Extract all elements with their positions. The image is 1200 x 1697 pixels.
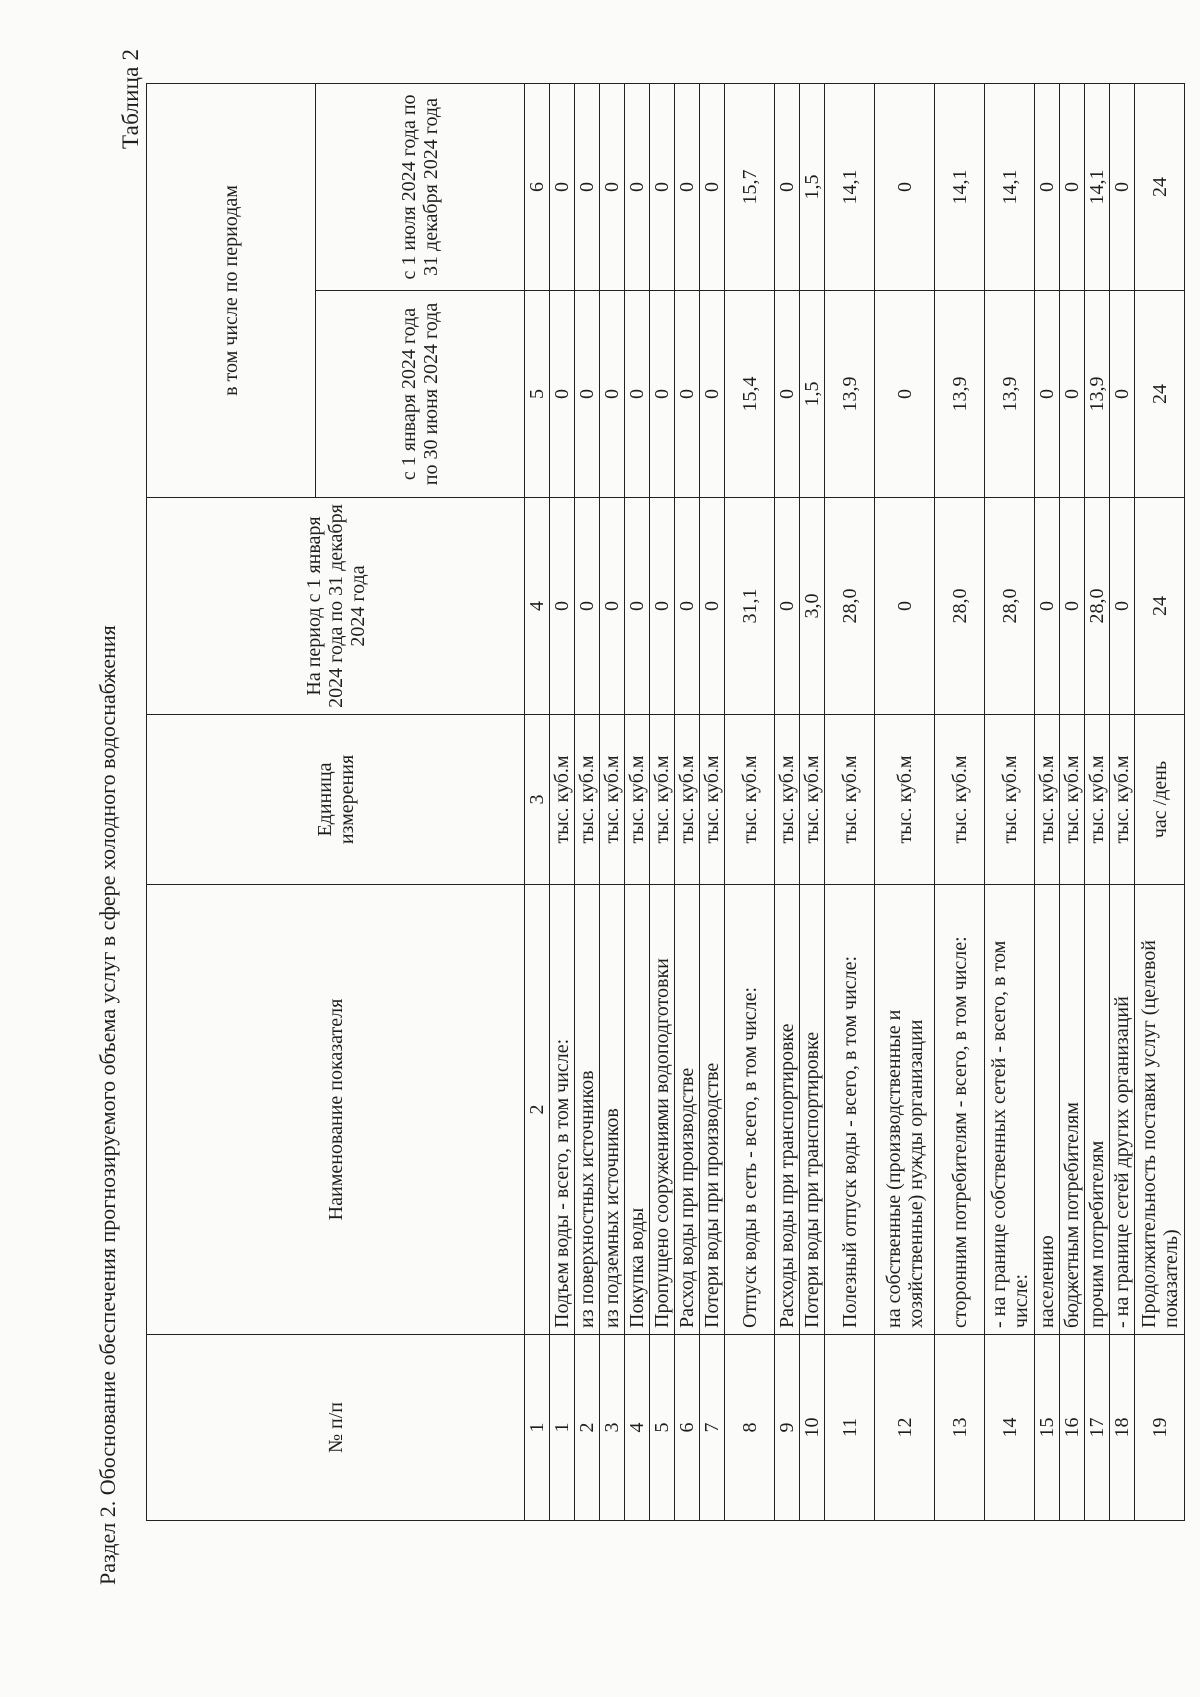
header-name: Наименование показателя: [147, 885, 525, 1335]
row-value-period-1: 0: [875, 291, 935, 498]
row-value-period-2: 14,1: [935, 84, 985, 291]
row-indicator-name: Расходы воды при транспортировке: [775, 885, 800, 1335]
column-number: 2: [525, 885, 550, 1335]
row-value-total: 0: [1035, 498, 1060, 715]
row-value-total: 28,0: [985, 498, 1035, 715]
row-value-period-1: 0: [575, 291, 600, 498]
table-row: [775, 84, 800, 1521]
header-periods-group: в том числе по периодам: [147, 84, 316, 498]
row-unit: тыс. куб.м: [675, 715, 700, 885]
row-indicator-name: сторонним потребителям - всего, в том числе:: [935, 885, 985, 1335]
row-indicator-name: из подземных источников: [600, 885, 625, 1335]
row-indicator-name: из поверхностных источников: [575, 885, 600, 1335]
table-row: [1135, 84, 1185, 1521]
table-row: [650, 84, 675, 1521]
column-number: 1: [525, 1335, 550, 1521]
row-indicator-name: населению: [1035, 885, 1060, 1335]
row-indicator-name: Подъем воды - всего, в том числе:: [550, 885, 575, 1335]
table-row: [935, 84, 985, 1521]
row-value-total: 0: [1110, 498, 1135, 715]
row-value-period-2: 14,1: [825, 84, 875, 291]
row-unit: тыс. куб.м: [550, 715, 575, 885]
row-indicator-name: - на границе собственных сетей - всего, в том числе:: [985, 885, 1035, 1335]
row-value-total: 31,1: [725, 498, 775, 715]
row-value-period-2: 14,1: [985, 84, 1035, 291]
column-number: 3: [525, 715, 550, 885]
column-number: 5: [525, 291, 550, 498]
row-number: 12: [875, 1335, 935, 1521]
row-value-period-1: 1,5: [800, 291, 825, 498]
row-value-period-2: 0: [775, 84, 800, 291]
row-value-total: 0: [600, 498, 625, 715]
row-indicator-name: Потери воды при транспортировке: [800, 885, 825, 1335]
table-row: [725, 84, 775, 1521]
table-row: [700, 84, 725, 1521]
row-value-period-2: 0: [875, 84, 935, 291]
row-unit: тыс. куб.м: [825, 715, 875, 885]
table-caption: Таблица 2: [118, 48, 143, 149]
row-value-period-1: 13,9: [985, 291, 1035, 498]
row-value-period-1: 13,9: [935, 291, 985, 498]
row-value-total: 0: [625, 498, 650, 715]
row-value-total: 24: [1135, 498, 1185, 715]
row-value-period-2: 0: [600, 84, 625, 291]
row-value-period-1: 0: [775, 291, 800, 498]
row-value-period-2: 0: [550, 84, 575, 291]
row-number: 3: [600, 1335, 625, 1521]
row-value-total: 0: [575, 498, 600, 715]
row-value-period-2: 0: [1110, 84, 1135, 291]
row-indicator-name: прочим потребителям: [1085, 885, 1110, 1335]
row-value-period-1: 0: [625, 291, 650, 498]
row-indicator-name: Пропущено сооружениями водоподготовки: [650, 885, 675, 1335]
row-value-period-2: 24: [1135, 84, 1185, 291]
row-value-total: 0: [675, 498, 700, 715]
row-indicator-name: Полезный отпуск воды - всего, в том числе:: [825, 885, 875, 1335]
row-indicator-name: - на границе сетей других организаций: [1110, 885, 1135, 1335]
row-value-period-2: 0: [1035, 84, 1060, 291]
row-number: 6: [675, 1335, 700, 1521]
row-number: 5: [650, 1335, 675, 1521]
row-number: 1: [550, 1335, 575, 1521]
row-unit: тыс. куб.м: [1060, 715, 1085, 885]
row-unit: тыс. куб.м: [700, 715, 725, 885]
row-value-period-2: 0: [650, 84, 675, 291]
row-value-period-1: 0: [1110, 291, 1135, 498]
table-row: [875, 84, 935, 1521]
header-row: [147, 84, 316, 1521]
table-row: [1085, 84, 1110, 1521]
row-value-period-2: 15,7: [725, 84, 775, 291]
row-value-period-1: 0: [650, 291, 675, 498]
row-value-period-2: 0: [575, 84, 600, 291]
header-unit: Единица измерения: [147, 715, 525, 885]
row-indicator-name: Покупка воды: [625, 885, 650, 1335]
row-number: 19: [1135, 1335, 1185, 1521]
row-value-period-1: 0: [1060, 291, 1085, 498]
row-value-period-2: 1,5: [800, 84, 825, 291]
table-row: [1110, 84, 1135, 1521]
row-value-period-2: 0: [700, 84, 725, 291]
row-value-period-1: 13,9: [825, 291, 875, 498]
row-indicator-name: Потери воды при производстве: [700, 885, 725, 1335]
row-value-total: 3,0: [800, 498, 825, 715]
row-value-total: 0: [650, 498, 675, 715]
row-unit: тыс. куб.м: [575, 715, 600, 885]
row-value-period-2: 0: [1060, 84, 1085, 291]
row-value-period-1: 0: [700, 291, 725, 498]
column-number: 6: [525, 84, 550, 291]
column-number-row: [525, 84, 550, 1521]
row-number: 2: [575, 1335, 600, 1521]
row-value-period-2: 14,1: [1085, 84, 1110, 291]
row-unit: тыс. куб.м: [1110, 715, 1135, 885]
table-row: [600, 84, 625, 1521]
table-row: [985, 84, 1035, 1521]
row-unit: тыс. куб.м: [775, 715, 800, 885]
row-value-period-1: 15,4: [725, 291, 775, 498]
row-number: 9: [775, 1335, 800, 1521]
row-indicator-name: Расход воды при производстве: [675, 885, 700, 1335]
row-unit: тыс. куб.м: [875, 715, 935, 885]
row-value-period-1: 0: [550, 291, 575, 498]
table-row: [625, 84, 650, 1521]
row-number: 7: [700, 1335, 725, 1521]
row-unit: тыс. куб.м: [1085, 715, 1110, 885]
row-number: 11: [825, 1335, 875, 1521]
table-row: [800, 84, 825, 1521]
row-number: 15: [1035, 1335, 1060, 1521]
row-value-total: 0: [1060, 498, 1085, 715]
table-body: [525, 84, 1185, 1521]
row-unit: тыс. куб.м: [725, 715, 775, 885]
row-number: 10: [800, 1335, 825, 1521]
row-value-period-1: 0: [675, 291, 700, 498]
row-unit: час /день: [1135, 715, 1185, 885]
table-row: [675, 84, 700, 1521]
row-value-total: 0: [550, 498, 575, 715]
row-unit: тыс. куб.м: [935, 715, 985, 885]
row-number: 14: [985, 1335, 1035, 1521]
row-indicator-name: Отпуск воды в сеть - всего, в том числе:: [725, 885, 775, 1335]
row-value-total: 0: [775, 498, 800, 715]
row-number: 18: [1110, 1335, 1135, 1521]
column-number: 4: [525, 498, 550, 715]
forecast-table: [146, 83, 1185, 1521]
row-number: 16: [1060, 1335, 1085, 1521]
table-row: [550, 84, 575, 1521]
table-row: [1035, 84, 1060, 1521]
row-number: 13: [935, 1335, 985, 1521]
row-unit: тыс. куб.м: [600, 715, 625, 885]
row-number: 17: [1085, 1335, 1110, 1521]
table-row: [1060, 84, 1085, 1521]
row-value-period-1: 0: [1035, 291, 1060, 498]
row-value-period-1: 0: [600, 291, 625, 498]
header-period-2: с 1 июля 2024 года по 31 декабря 2024 года: [316, 84, 525, 291]
row-value-total: 28,0: [825, 498, 875, 715]
header-total-period: На период с 1 января 2024 года по 31 декабря 2024 года: [147, 498, 525, 715]
row-value-period-1: 24: [1135, 291, 1185, 498]
row-value-period-2: 0: [675, 84, 700, 291]
row-value-total: 0: [700, 498, 725, 715]
table-row: [825, 84, 875, 1521]
row-value-total: 28,0: [1085, 498, 1110, 715]
row-value-period-1: 13,9: [1085, 291, 1110, 498]
row-unit: тыс. куб.м: [625, 715, 650, 885]
row-indicator-name: бюджетным потребителям: [1060, 885, 1085, 1335]
header-num: № п/п: [147, 1335, 525, 1521]
row-value-total: 28,0: [935, 498, 985, 715]
row-number: 8: [725, 1335, 775, 1521]
section-title: Раздел 2. Обоснование обеспечения прогнозируемого объема услуг в сфере холодного водоснабжения: [95, 625, 120, 1585]
row-number: 4: [625, 1335, 650, 1521]
row-value-period-2: 0: [625, 84, 650, 291]
header-period-1: с 1 января 2024 года по 30 июня 2024 года: [316, 291, 525, 498]
row-unit: тыс. куб.м: [1035, 715, 1060, 885]
row-unit: тыс. куб.м: [985, 715, 1035, 885]
row-value-total: 0: [875, 498, 935, 715]
row-indicator-name: на собственные (производственные и хозяйственные) нужды организации: [875, 885, 935, 1335]
row-indicator-name: Продолжительность поставки услуг (целевой показатель): [1135, 885, 1185, 1335]
row-unit: тыс. куб.м: [650, 715, 675, 885]
table-row: [575, 84, 600, 1521]
row-unit: тыс. куб.м: [800, 715, 825, 885]
